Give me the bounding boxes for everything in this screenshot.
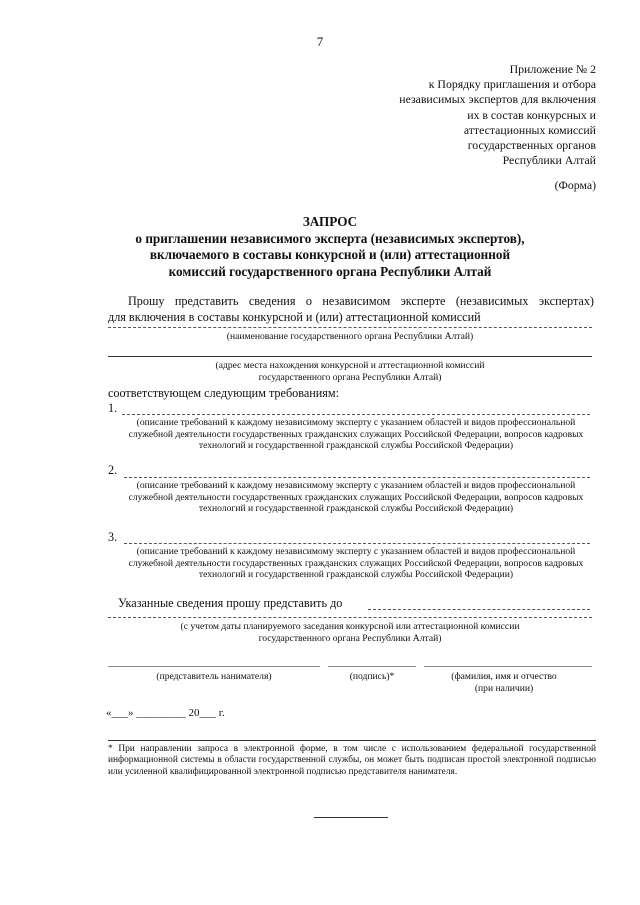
requirement-caption: (описание требований к каждому независимому эксперту с указанием областей и видов профессиональной служебной деятельности государственных гражданских служащих Российской Федерации, вопросов кадровых технологий и государственной гражданской службы Российской Федерации) (128, 480, 584, 515)
meeting-caption: (с учетом даты планируемого заседания конкурсной или аттестационной комиссии государственного органа Республики Алтай) (180, 621, 520, 644)
footnote-separator (108, 740, 596, 741)
appendix-line: к Порядку приглашения и отбора (428, 77, 596, 92)
address-field[interactable] (108, 356, 592, 357)
appendix-line: независимых экспертов для включения (399, 92, 596, 107)
appendix-line: аттестационных комиссий (463, 122, 596, 137)
org-name-field[interactable] (108, 327, 592, 328)
title-line: ЗАПРОС (302, 214, 358, 229)
requirement-2-field[interactable] (124, 477, 590, 478)
fullname-field[interactable] (424, 666, 592, 667)
org-name-caption: (наименование государственного органа Республики Алтай) (226, 331, 474, 342)
signature-field[interactable] (328, 666, 416, 667)
deadline-date-field[interactable] (368, 609, 590, 610)
signature-caption: (подпись)* (349, 671, 395, 682)
intro-line-2: для включения в составы конкурсной и (или) аттестационной комиссий (108, 310, 481, 324)
title-line: о приглашении независимого эксперта (независимых экспертов), (135, 230, 525, 246)
appendix-line: Республики Алтай (502, 153, 596, 168)
address-caption: (адрес места нахождения конкурсной и аттестационной комиссий государственного органа Республики Алтай) (215, 360, 485, 383)
requirement-caption: (описание требований к каждому независимому эксперту с указанием областей и видов профессиональной служебной деятельности государственных гражданских служащих Российской Федерации, вопросов кадровых технологий и государственной гражданской службы Российской Федерации) (128, 417, 584, 452)
appendix-line: их в состав конкурсных и (467, 107, 596, 122)
appendix-header (296, 62, 596, 168)
requirement-number: 2. (108, 463, 118, 477)
title-line: комиссий государственного органа Республики Алтай (168, 263, 492, 279)
appendix-line: Приложение № 2 (509, 62, 596, 76)
requirement-3-field[interactable] (124, 543, 590, 544)
representative-caption: (представитель нанимателя) (156, 671, 272, 682)
bottom-divider (314, 817, 388, 818)
appendix-line: государственных органов (467, 138, 596, 153)
footnote: * При направлении запроса в электронной форме, в том числе с использованием федеральной государственной информационной системы в области государственной службы, он может быть подписан простой электронной подписью или усиленной квалифицированной электронной подписью представителя нанимателя. (108, 744, 596, 777)
date-line[interactable]: «___» _________ 20___ г. (106, 707, 225, 719)
document-title (60, 214, 600, 280)
requirements-heading: соответствующем следующим требованиям: (108, 386, 339, 400)
title-line: включаемого в составы конкурсной и (или) аттестационной (149, 247, 511, 262)
requirement-1-field[interactable] (122, 414, 590, 415)
meeting-field[interactable] (108, 617, 592, 618)
intro-line-1: Прошу представить сведения о независимом эксперте (независимых экспертах) (128, 294, 594, 308)
requirement-number: 3. (108, 530, 118, 544)
fullname-caption: (фамилия, имя и отчество (при наличии) (451, 671, 557, 694)
requirement-caption: (описание требований к каждому независимому эксперту с указанием областей и видов профессиональной служебной деятельности государственных гражданских служащих Российской Федерации, вопросов кадровых технологий и государственной гражданской службы Российской Федерации) (128, 546, 584, 581)
requirement-number: 1. (108, 401, 118, 415)
representative-field[interactable] (108, 666, 320, 667)
deadline-label: Указанные сведения прошу представить до (118, 596, 343, 610)
page-number: 7 (316, 34, 324, 49)
form-label: (Форма) (554, 178, 596, 192)
